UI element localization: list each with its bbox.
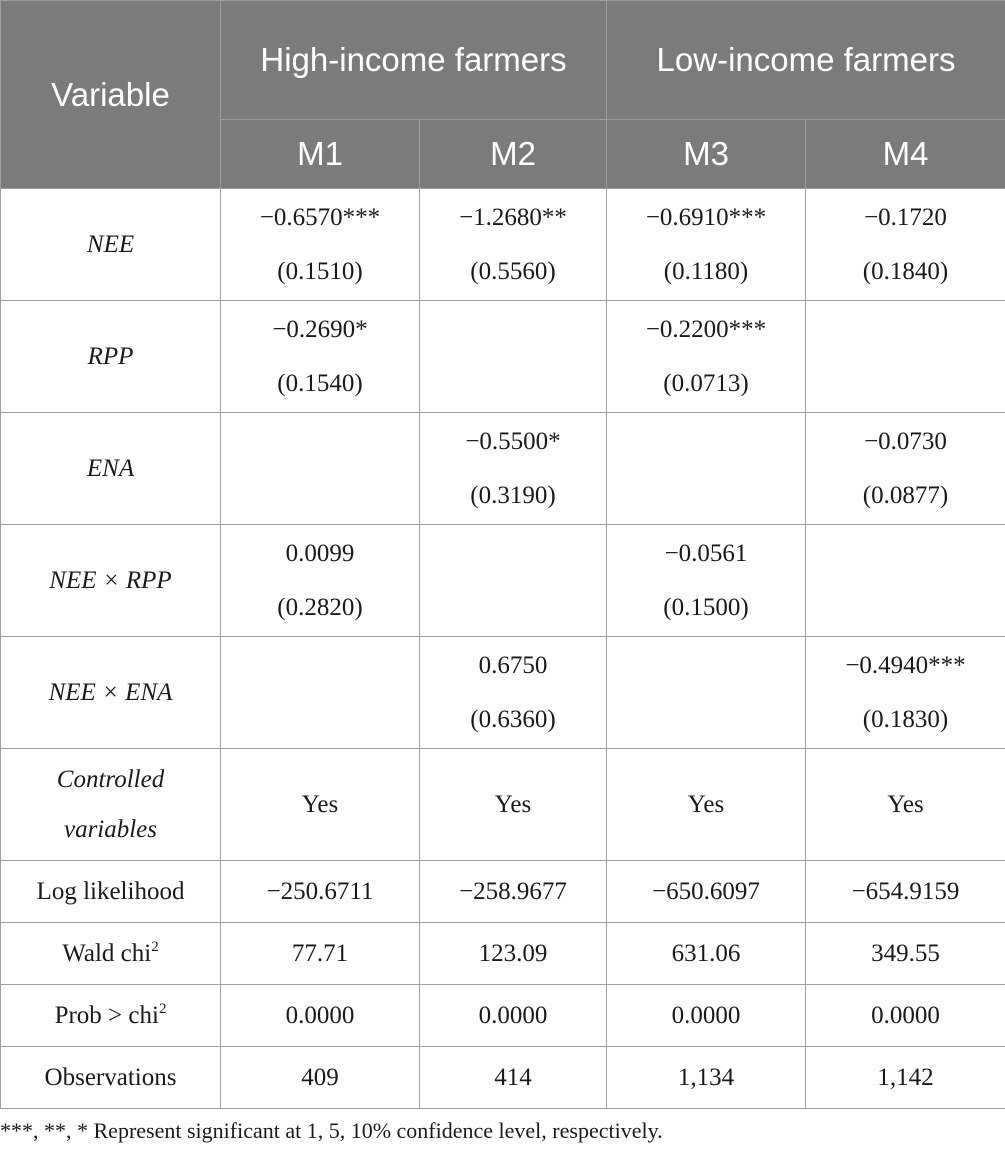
table-cell: 0.0000 <box>221 985 420 1047</box>
coefficient: −0.5500* <box>465 427 561 455</box>
table-row-wald-chi2 <box>1 923 1005 985</box>
table-cell-empty <box>221 637 420 749</box>
model-header-m2: M2 <box>420 120 607 189</box>
standard-error: (0.1540) <box>277 369 363 397</box>
table-cell <box>806 189 1005 301</box>
coefficient: −0.6910*** <box>645 203 767 231</box>
table-row-nee-x-rpp <box>1 525 1005 637</box>
table-cell: Yes <box>607 749 806 861</box>
table-cell-empty <box>806 301 1005 413</box>
table-cell: 1,134 <box>607 1047 806 1109</box>
table-row-prob-chi2 <box>1 985 1005 1047</box>
coefficient: 0.6750 <box>478 651 548 679</box>
standard-error: (0.1510) <box>277 257 363 285</box>
table-cell: Yes <box>806 749 1005 861</box>
table-cell: −250.6711 <box>221 861 420 923</box>
standard-error: (0.1840) <box>862 257 949 285</box>
coefficient: 0.0099 <box>285 539 355 567</box>
table-cell <box>221 525 420 637</box>
table-cell <box>607 301 806 413</box>
model-header-m1: M1 <box>221 120 420 189</box>
table-row-observations <box>1 1047 1005 1109</box>
coefficient: −1.2680** <box>459 203 567 231</box>
standard-error: (0.2820) <box>277 593 363 621</box>
row-label <box>1 749 221 861</box>
table-row-ena <box>1 413 1005 525</box>
coefficient: −0.1720 <box>864 203 947 231</box>
superscript: 2 <box>158 1000 167 1017</box>
table-cell: 409 <box>221 1047 420 1109</box>
row-label <box>1 923 221 985</box>
table-cell <box>420 413 607 525</box>
row-label-text: Prob > chi <box>54 1001 159 1029</box>
standard-error: (0.0713) <box>663 369 749 397</box>
row-label: ENA <box>1 413 221 525</box>
table-cell: 77.71 <box>221 923 420 985</box>
row-label: NEE × RPP <box>1 525 221 637</box>
table-cell-empty <box>607 637 806 749</box>
table-cell-empty <box>806 525 1005 637</box>
table-cell-empty <box>420 301 607 413</box>
table-cell <box>806 637 1005 749</box>
group-header-high-income: High-income farmers <box>221 1 607 120</box>
table-cell: 631.06 <box>607 923 806 985</box>
coefficient: −0.0730 <box>864 427 947 455</box>
row-label-line: Controlled <box>56 765 165 793</box>
table-cell-empty <box>221 413 420 525</box>
table-cell <box>221 189 420 301</box>
row-label: Log likelihood <box>1 861 221 923</box>
table-row-nee-x-ena <box>1 637 1005 749</box>
table-cell: 0.0000 <box>806 985 1005 1047</box>
variable-header: Variable <box>1 1 221 189</box>
table-cell: −654.9159 <box>806 861 1005 923</box>
row-label-line: variables <box>63 815 158 843</box>
table-cell: 414 <box>420 1047 607 1109</box>
model-header-m4: M4 <box>806 120 1005 189</box>
table-cell: −258.9677 <box>420 861 607 923</box>
table-cell: 0.0000 <box>607 985 806 1047</box>
standard-error: (0.5560) <box>470 257 556 285</box>
standard-error: (0.0877) <box>862 481 949 509</box>
coefficient: −0.2690* <box>272 315 368 343</box>
table-cell: Yes <box>221 749 420 861</box>
model-header-m3: M3 <box>607 120 806 189</box>
row-label: NEE × ENA <box>1 637 221 749</box>
table-cell <box>607 525 806 637</box>
standard-error: (0.1830) <box>862 705 949 733</box>
superscript: 2 <box>151 938 159 955</box>
table-cell <box>420 189 607 301</box>
row-label: Observations <box>1 1047 221 1109</box>
table-cell: 349.55 <box>806 923 1005 985</box>
table-cell <box>420 637 607 749</box>
table-row-controlled-variables <box>1 749 1005 861</box>
table-row-nee <box>1 189 1005 301</box>
group-header-low-income: Low-income farmers <box>607 1 1005 120</box>
table-cell-empty <box>420 525 607 637</box>
table-cell <box>607 189 806 301</box>
table-cell <box>221 301 420 413</box>
coefficient: −0.0561 <box>664 539 748 567</box>
header-row-groups <box>1 1 1005 120</box>
standard-error: (0.6360) <box>470 705 556 733</box>
table-cell <box>806 413 1005 525</box>
row-label: NEE <box>1 189 221 301</box>
row-label <box>1 985 221 1047</box>
coefficient: −0.2200*** <box>645 315 767 343</box>
coefficient: −0.4940*** <box>845 651 966 679</box>
table-cell: 0.0000 <box>420 985 607 1047</box>
table-cell: 1,142 <box>806 1047 1005 1109</box>
table-cell: Yes <box>420 749 607 861</box>
standard-error: (0.3190) <box>470 481 556 509</box>
standard-error: (0.1500) <box>663 593 749 621</box>
row-label: RPP <box>1 301 221 413</box>
table-cell: 123.09 <box>420 923 607 985</box>
table-footnote: ***, **, * Represent significant at 1, 5, 10% confidence level, respectively. <box>0 1118 663 1143</box>
standard-error: (0.1180) <box>663 257 749 285</box>
row-label-text: Wald chi <box>62 939 152 967</box>
table-row-log-likelihood <box>1 861 1005 923</box>
table-cell: −650.6097 <box>607 861 806 923</box>
coefficient: −0.6570*** <box>259 203 381 231</box>
table-cell-empty <box>607 413 806 525</box>
table-row-rpp <box>1 301 1005 413</box>
